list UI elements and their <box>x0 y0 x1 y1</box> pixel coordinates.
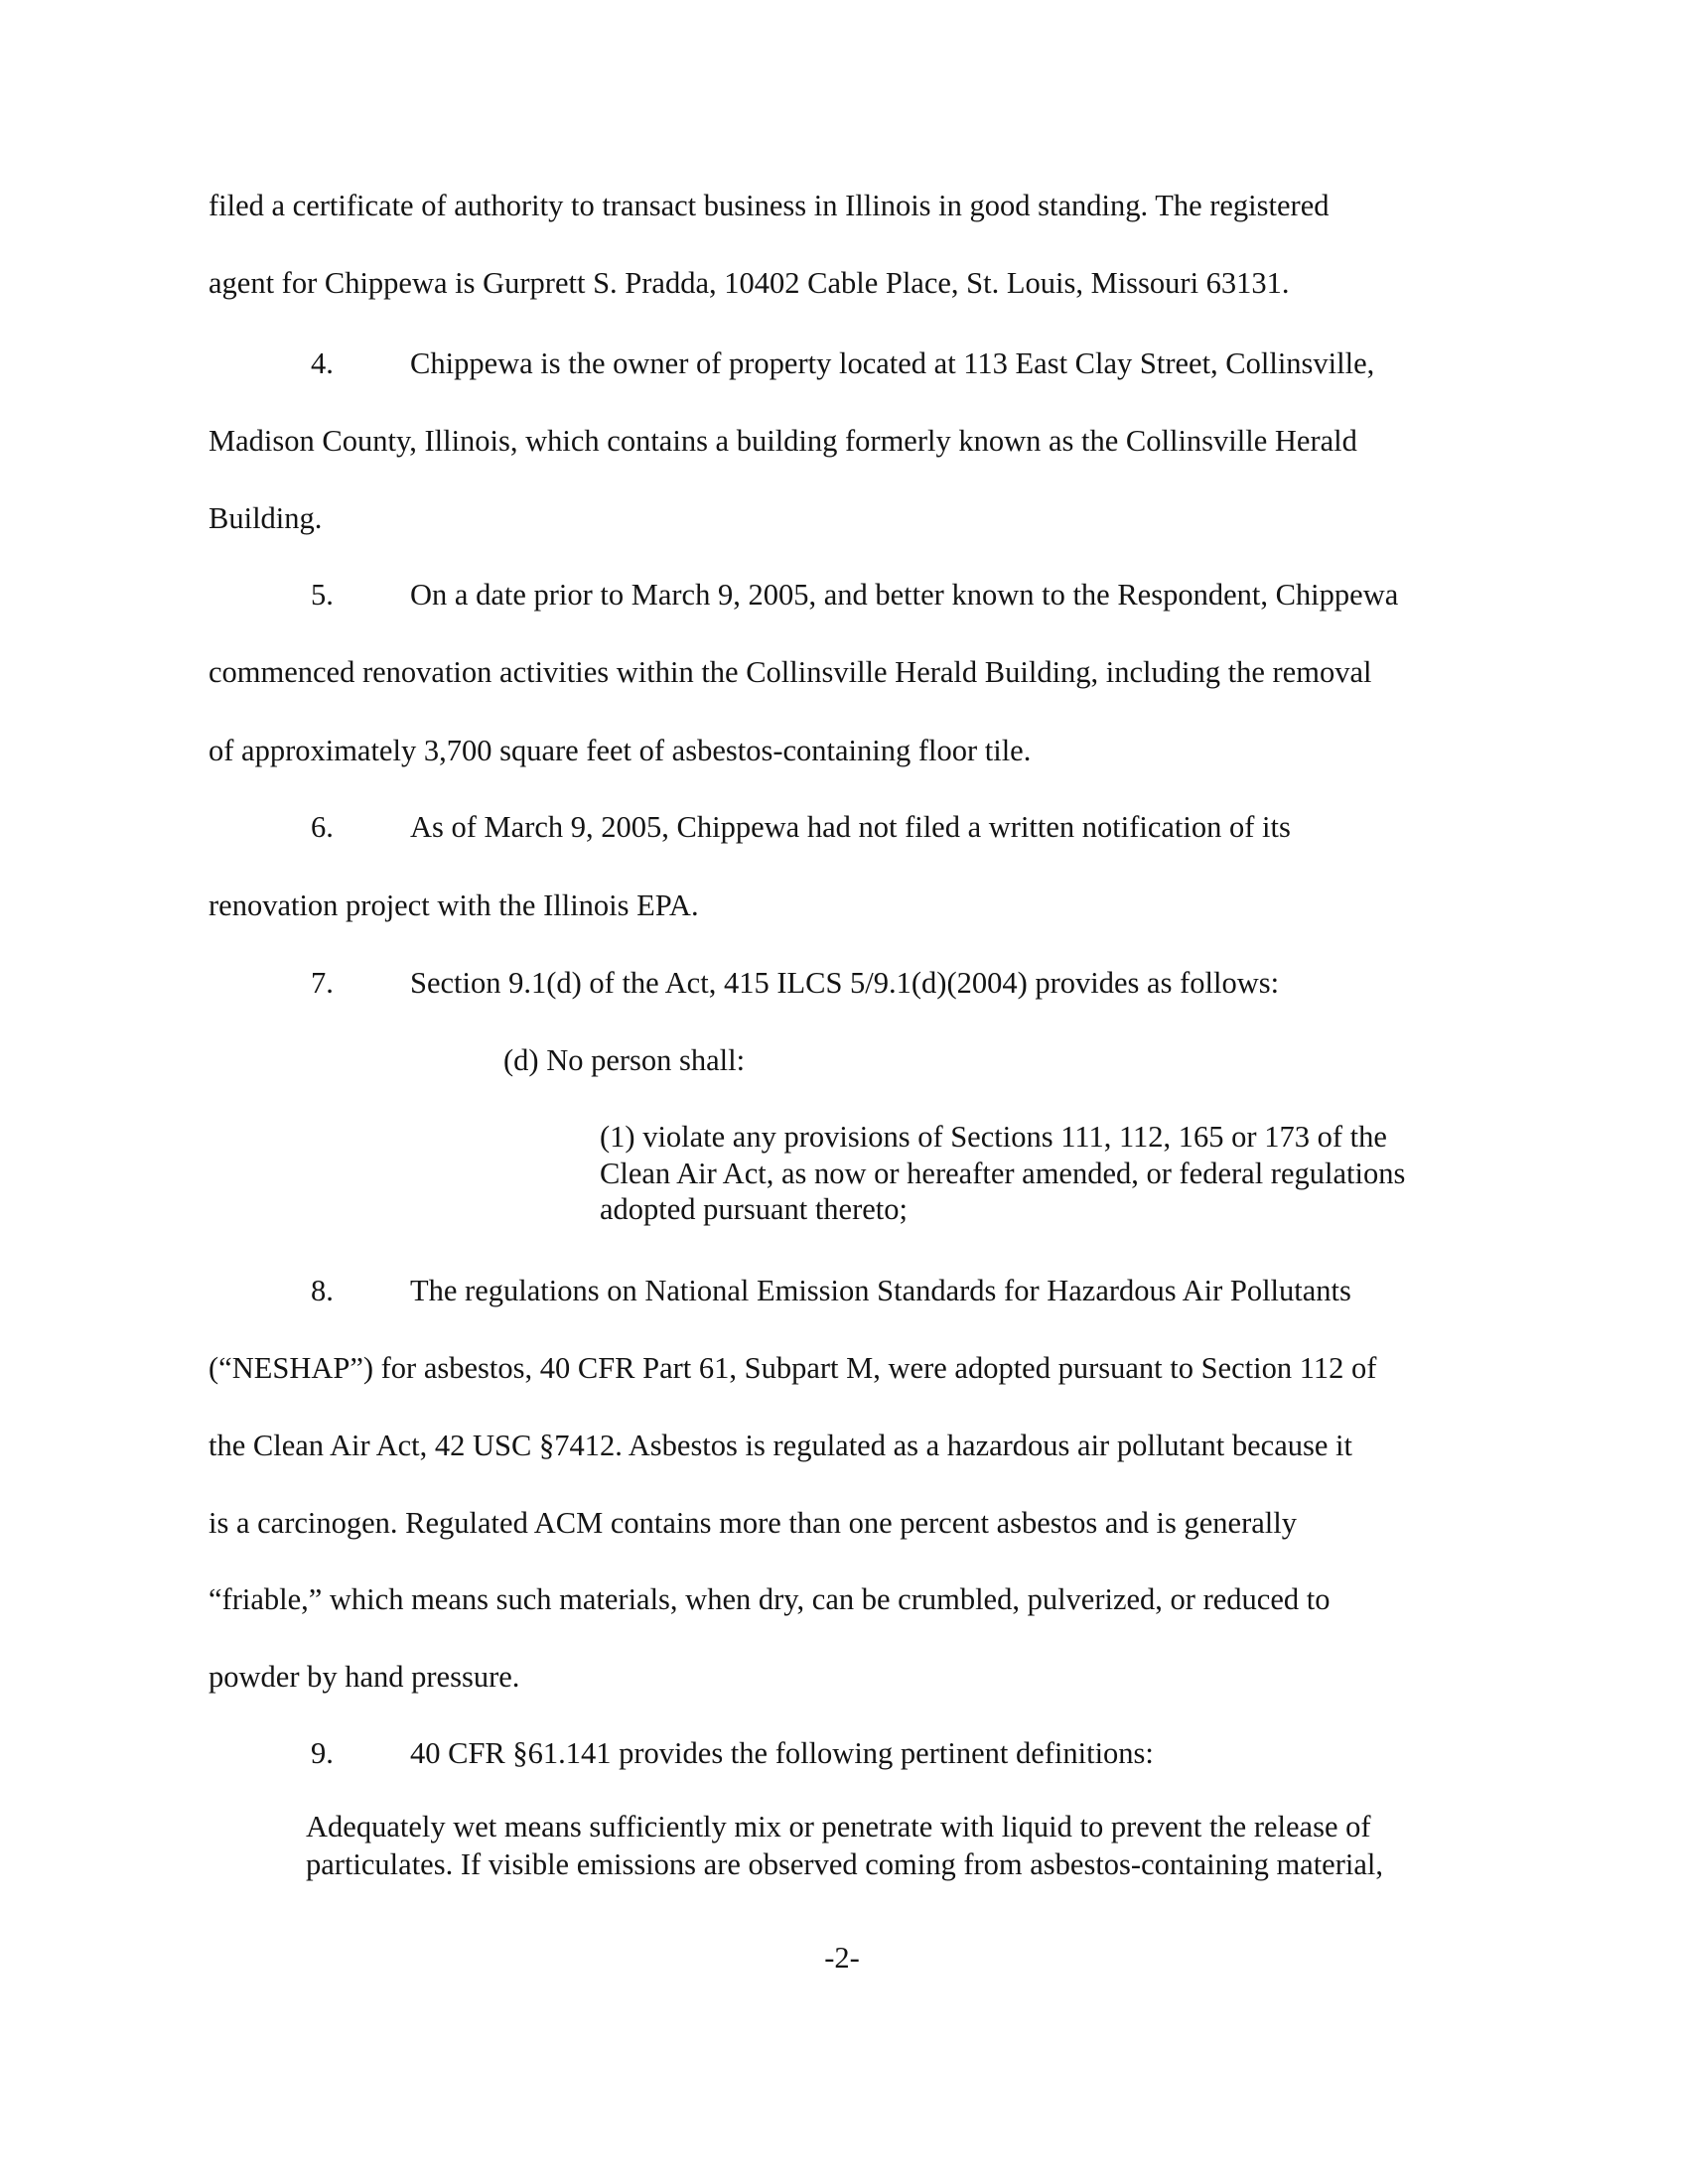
paragraph-number: 8. <box>311 1274 334 1307</box>
paragraph-text: Section 9.1(d) of the Act, 415 ILCS 5/9.1(d)(2004) provides as follows: <box>410 966 1280 1000</box>
paragraph-text: 40 CFR §61.141 provides the following pertinent definitions: <box>410 1736 1154 1770</box>
paragraph-8-line: powder by hand pressure. <box>209 1660 520 1694</box>
paragraph-4-line: Building. <box>209 501 323 535</box>
paragraph-4-line: Madison County, Illinois, which contains a building formerly known as the Collinsville Herald <box>209 424 1357 458</box>
definition-line: Adequately wet means sufficiently mix or penetrate with liquid to prevent the release of <box>306 1810 1371 1843</box>
paragraph-text: On a date prior to March 9, 2005, and better known to the Respondent, Chippewa <box>410 578 1399 612</box>
intro-line: agent for Chippewa is Gurprett S. Pradda, 10402 Cable Place, St. Louis, Missouri 63131. <box>209 266 1290 300</box>
paragraph-6-line <box>209 812 1291 843</box>
page-number: -2- <box>824 1941 860 1975</box>
paragraph-8-line: is a carcinogen. Regulated ACM contains more than one percent asbestos and is generally <box>209 1506 1297 1540</box>
quoted-provision-line: (1) violate any provisions of Sections 111, 112, 165 or 173 of the <box>600 1120 1387 1154</box>
paragraph-6-line: renovation project with the Illinois EPA. <box>209 888 699 922</box>
paragraph-8-line: (“NESHAP”) for asbestos, 40 CFR Part 61, Subpart M, were adopted pursuant to Section 112 of <box>209 1351 1377 1385</box>
paragraph-8-line <box>209 1276 1351 1306</box>
paragraph-number: 5. <box>311 578 334 612</box>
intro-line: filed a certificate of authority to transact business in Illinois in good standing. The registered <box>209 189 1330 222</box>
quoted-provision-line: adopted pursuant thereto; <box>600 1192 908 1226</box>
paragraph-5-line <box>209 580 1398 611</box>
paragraph-7-line <box>209 968 1279 999</box>
quoted-provision-line: Clean Air Act, as now or hereafter amended, or federal regulations <box>600 1157 1406 1190</box>
paragraph-number: 9. <box>311 1736 334 1770</box>
paragraph-text: Chippewa is the owner of property located at 113 East Clay Street, Collinsville, <box>410 346 1375 380</box>
paragraph-9-line <box>209 1738 1154 1769</box>
paragraph-4-line <box>209 348 1374 379</box>
paragraph-number: 7. <box>311 966 334 1000</box>
paragraph-text: The regulations on National Emission Standards for Hazardous Air Pollutants <box>410 1274 1351 1307</box>
quoted-provision: (d) No person shall: <box>503 1043 746 1077</box>
paragraph-8-line: “friable,” which means such materials, when dry, can be crumbled, pulverized, or reduced to <box>209 1582 1331 1616</box>
paragraph-5-line: commenced renovation activities within the Collinsville Herald Building, including the removal <box>209 655 1372 689</box>
paragraph-text: As of March 9, 2005, Chippewa had not filed a written notification of its <box>410 810 1291 844</box>
definition-line: particulates. If visible emissions are observed coming from asbestos-containing material, <box>306 1847 1383 1881</box>
paragraph-number: 4. <box>311 346 334 380</box>
paragraph-number: 6. <box>311 810 334 844</box>
paragraph-8-line: the Clean Air Act, 42 USC §7412. Asbestos is regulated as a hazardous air pollutant because it <box>209 1429 1352 1462</box>
paragraph-5-line: of approximately 3,700 square feet of asbestos-containing floor tile. <box>209 734 1032 767</box>
